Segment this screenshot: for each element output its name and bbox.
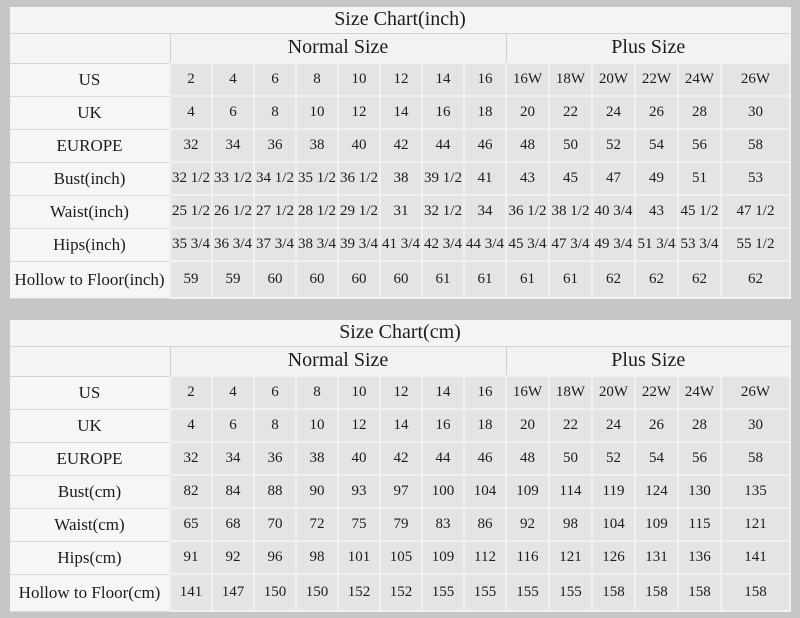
size-cell: 130 xyxy=(678,475,721,508)
size-cell: 36 xyxy=(254,442,296,475)
size-cell: 53 xyxy=(721,162,790,195)
size-cell: 96 xyxy=(254,541,296,574)
size-cell: 32 xyxy=(170,442,212,475)
size-cell: 60 xyxy=(380,261,422,298)
size-cell: 131 xyxy=(635,541,678,574)
size-cell: 38 xyxy=(296,442,338,475)
size-cell: 38 xyxy=(380,162,422,195)
row-label: Hips(inch) xyxy=(10,228,170,261)
size-cell: 62 xyxy=(721,261,790,298)
size-cell: 59 xyxy=(212,261,254,298)
size-cell: 38 xyxy=(296,129,338,162)
size-cell: 6 xyxy=(254,376,296,409)
size-cell: 46 xyxy=(464,442,506,475)
row-label: Hips(cm) xyxy=(10,541,170,574)
size-cell: 104 xyxy=(464,475,506,508)
row-label: Bust(inch) xyxy=(10,162,170,195)
size-cell: 32 1/2 xyxy=(170,162,212,195)
size-cell: 141 xyxy=(170,574,212,611)
row-label: UK xyxy=(10,409,170,442)
size-cell: 158 xyxy=(721,574,790,611)
size-cell: 40 3/4 xyxy=(592,195,635,228)
size-cell: 37 3/4 xyxy=(254,228,296,261)
row-label: UK xyxy=(10,96,170,129)
size-cell: 38 1/2 xyxy=(549,195,592,228)
size-cell: 65 xyxy=(170,508,212,541)
size-cell: 54 xyxy=(635,442,678,475)
size-cell: 36 xyxy=(254,129,296,162)
size-cell: 40 xyxy=(338,442,380,475)
size-cell: 22W xyxy=(635,63,678,96)
size-cell: 42 xyxy=(380,129,422,162)
size-cell: 4 xyxy=(212,376,254,409)
size-cell: 56 xyxy=(678,129,721,162)
size-cell: 114 xyxy=(549,475,592,508)
column-group-header: Normal Size xyxy=(170,346,506,376)
size-cell: 30 xyxy=(721,96,790,129)
size-cell: 109 xyxy=(506,475,549,508)
size-cell: 6 xyxy=(254,63,296,96)
size-cell: 28 xyxy=(678,409,721,442)
size-cell: 152 xyxy=(338,574,380,611)
size-cell: 121 xyxy=(549,541,592,574)
row-label: US xyxy=(10,63,170,96)
size-cell: 121 xyxy=(721,508,790,541)
size-cell: 61 xyxy=(422,261,464,298)
size-cell: 36 3/4 xyxy=(212,228,254,261)
size-cell: 29 1/2 xyxy=(338,195,380,228)
size-cell: 16W xyxy=(506,63,549,96)
corner-cell xyxy=(10,346,170,376)
size-cell: 42 3/4 xyxy=(422,228,464,261)
corner-cell xyxy=(10,33,170,63)
size-cell: 83 xyxy=(422,508,464,541)
size-cell: 84 xyxy=(212,475,254,508)
size-cell: 10 xyxy=(338,63,380,96)
size-cell: 36 1/2 xyxy=(338,162,380,195)
size-cell: 136 xyxy=(678,541,721,574)
size-cell: 8 xyxy=(254,96,296,129)
size-cell: 14 xyxy=(380,409,422,442)
size-cell: 39 3/4 xyxy=(338,228,380,261)
size-cell: 25 1/2 xyxy=(170,195,212,228)
size-cell: 155 xyxy=(549,574,592,611)
size-cell: 8 xyxy=(296,376,338,409)
size-cell: 41 xyxy=(464,162,506,195)
size-cell: 75 xyxy=(338,508,380,541)
table-row xyxy=(10,96,790,129)
size-cell: 22 xyxy=(549,96,592,129)
size-cell: 115 xyxy=(678,508,721,541)
size-cell: 16 xyxy=(464,63,506,96)
size-cell: 22W xyxy=(635,376,678,409)
size-cell: 18W xyxy=(549,63,592,96)
size-cell: 60 xyxy=(338,261,380,298)
row-label: Waist(cm) xyxy=(10,508,170,541)
size-cell: 46 xyxy=(464,129,506,162)
size-cell: 16 xyxy=(464,376,506,409)
size-cell: 48 xyxy=(506,442,549,475)
size-cell: 18 xyxy=(464,96,506,129)
size-cell: 4 xyxy=(170,409,212,442)
size-cell: 104 xyxy=(592,508,635,541)
size-cell: 24 xyxy=(592,96,635,129)
table-row xyxy=(10,261,790,298)
size-cell: 150 xyxy=(296,574,338,611)
size-cell: 14 xyxy=(422,376,464,409)
size-cell: 62 xyxy=(635,261,678,298)
size-cell: 61 xyxy=(464,261,506,298)
size-table xyxy=(10,320,791,612)
table-row xyxy=(10,409,790,442)
size-cell: 44 xyxy=(422,442,464,475)
size-cell: 101 xyxy=(338,541,380,574)
column-group-header: Normal Size xyxy=(170,33,506,63)
size-cell: 6 xyxy=(212,409,254,442)
size-cell: 44 3/4 xyxy=(464,228,506,261)
row-label: Hollow to Floor(inch) xyxy=(10,261,170,298)
size-cell: 62 xyxy=(678,261,721,298)
size-cell: 26W xyxy=(721,376,790,409)
size-cell: 8 xyxy=(296,63,338,96)
chart-title: Size Chart(inch) xyxy=(10,7,790,33)
size-cell: 54 xyxy=(635,129,678,162)
size-cell: 12 xyxy=(380,376,422,409)
size-cell: 52 xyxy=(592,442,635,475)
row-label: Hollow to Floor(cm) xyxy=(10,574,170,611)
size-cell: 105 xyxy=(380,541,422,574)
row-label: EUROPE xyxy=(10,442,170,475)
table-row xyxy=(10,442,790,475)
size-cell: 20 xyxy=(506,96,549,129)
size-cell: 126 xyxy=(592,541,635,574)
size-cell: 124 xyxy=(635,475,678,508)
size-cell: 8 xyxy=(254,409,296,442)
size-cell: 12 xyxy=(338,409,380,442)
size-cell: 60 xyxy=(296,261,338,298)
size-cell: 152 xyxy=(380,574,422,611)
size-cell: 52 xyxy=(592,129,635,162)
table-row xyxy=(10,574,790,611)
size-cell: 32 1/2 xyxy=(422,195,464,228)
size-cell: 30 xyxy=(721,409,790,442)
size-cell: 47 3/4 xyxy=(549,228,592,261)
size-cell: 6 xyxy=(212,96,254,129)
size-cell: 61 xyxy=(506,261,549,298)
size-cell: 20 xyxy=(506,409,549,442)
size-cell: 109 xyxy=(422,541,464,574)
size-cell: 16 xyxy=(422,409,464,442)
size-cell: 91 xyxy=(170,541,212,574)
size-cell: 2 xyxy=(170,63,212,96)
size-cell: 34 xyxy=(212,442,254,475)
size-cell: 98 xyxy=(296,541,338,574)
size-cell: 92 xyxy=(212,541,254,574)
size-cell: 24 xyxy=(592,409,635,442)
size-cell: 28 xyxy=(678,96,721,129)
size-cell: 60 xyxy=(254,261,296,298)
size-cell: 155 xyxy=(464,574,506,611)
size-cell: 16W xyxy=(506,376,549,409)
size-cell: 20W xyxy=(592,376,635,409)
size-cell: 135 xyxy=(721,475,790,508)
size-cell: 41 3/4 xyxy=(380,228,422,261)
column-group-header: Plus Size xyxy=(506,346,790,376)
size-cell: 43 xyxy=(635,195,678,228)
size-cell: 72 xyxy=(296,508,338,541)
size-cell: 50 xyxy=(549,129,592,162)
size-cell: 86 xyxy=(464,508,506,541)
size-cell: 47 1/2 xyxy=(721,195,790,228)
size-cell: 39 1/2 xyxy=(422,162,464,195)
size-cell: 155 xyxy=(422,574,464,611)
table-row xyxy=(10,162,790,195)
size-cell: 26 xyxy=(635,409,678,442)
table-row xyxy=(10,195,790,228)
size-cell: 158 xyxy=(592,574,635,611)
size-cell: 26 1/2 xyxy=(212,195,254,228)
size-cell: 34 xyxy=(464,195,506,228)
size-cell: 36 1/2 xyxy=(506,195,549,228)
size-cell: 34 xyxy=(212,129,254,162)
size-cell: 97 xyxy=(380,475,422,508)
size-cell: 24W xyxy=(678,376,721,409)
size-cell: 24W xyxy=(678,63,721,96)
row-label: Bust(cm) xyxy=(10,475,170,508)
row-label: Waist(inch) xyxy=(10,195,170,228)
size-cell: 56 xyxy=(678,442,721,475)
size-cell: 45 xyxy=(549,162,592,195)
size-cell: 112 xyxy=(464,541,506,574)
size-cell: 28 1/2 xyxy=(296,195,338,228)
size-cell: 50 xyxy=(549,442,592,475)
size-cell: 42 xyxy=(380,442,422,475)
size-cell: 47 xyxy=(592,162,635,195)
size-cell: 26W xyxy=(721,63,790,96)
size-cell: 12 xyxy=(338,96,380,129)
size-cell: 88 xyxy=(254,475,296,508)
size-cell: 48 xyxy=(506,129,549,162)
size-cell: 92 xyxy=(506,508,549,541)
size-cell: 27 1/2 xyxy=(254,195,296,228)
size-cell: 158 xyxy=(635,574,678,611)
size-cell: 14 xyxy=(422,63,464,96)
size-cell: 150 xyxy=(254,574,296,611)
size-cell: 35 1/2 xyxy=(296,162,338,195)
size-cell: 59 xyxy=(170,261,212,298)
size-cell: 79 xyxy=(380,508,422,541)
size-cell: 4 xyxy=(212,63,254,96)
size-cell: 51 xyxy=(678,162,721,195)
size-cell: 70 xyxy=(254,508,296,541)
row-label: US xyxy=(10,376,170,409)
table-row xyxy=(10,228,790,261)
size-cell: 49 xyxy=(635,162,678,195)
size-cell: 158 xyxy=(678,574,721,611)
size-cell: 40 xyxy=(338,129,380,162)
size-cell: 35 3/4 xyxy=(170,228,212,261)
size-cell: 44 xyxy=(422,129,464,162)
size-cell: 93 xyxy=(338,475,380,508)
size-cell: 43 xyxy=(506,162,549,195)
row-label: EUROPE xyxy=(10,129,170,162)
size-cell: 109 xyxy=(635,508,678,541)
size-chart-inch xyxy=(10,7,791,299)
size-cell: 18W xyxy=(549,376,592,409)
size-cell: 147 xyxy=(212,574,254,611)
table-row xyxy=(10,541,790,574)
size-cell: 51 3/4 xyxy=(635,228,678,261)
size-cell: 4 xyxy=(170,96,212,129)
size-cell: 58 xyxy=(721,442,790,475)
size-cell: 98 xyxy=(549,508,592,541)
table-row xyxy=(10,376,790,409)
size-cell: 68 xyxy=(212,508,254,541)
size-cell: 90 xyxy=(296,475,338,508)
size-cell: 26 xyxy=(635,96,678,129)
size-chart-cm xyxy=(10,320,791,612)
size-cell: 119 xyxy=(592,475,635,508)
table-row xyxy=(10,129,790,162)
size-cell: 45 1/2 xyxy=(678,195,721,228)
size-cell: 45 3/4 xyxy=(506,228,549,261)
size-cell: 16 xyxy=(422,96,464,129)
table-row xyxy=(10,63,790,96)
size-cell: 34 1/2 xyxy=(254,162,296,195)
size-cell: 22 xyxy=(549,409,592,442)
size-cell: 10 xyxy=(338,376,380,409)
table-row xyxy=(10,508,790,541)
size-cell: 61 xyxy=(549,261,592,298)
size-cell: 20W xyxy=(592,63,635,96)
size-cell: 53 3/4 xyxy=(678,228,721,261)
size-cell: 55 1/2 xyxy=(721,228,790,261)
size-cell: 10 xyxy=(296,409,338,442)
size-cell: 31 xyxy=(380,195,422,228)
column-group-header: Plus Size xyxy=(506,33,790,63)
chart-title: Size Chart(cm) xyxy=(10,320,790,346)
size-cell: 155 xyxy=(506,574,549,611)
size-cell: 116 xyxy=(506,541,549,574)
size-cell: 38 3/4 xyxy=(296,228,338,261)
size-cell: 12 xyxy=(380,63,422,96)
size-cell: 10 xyxy=(296,96,338,129)
size-cell: 82 xyxy=(170,475,212,508)
table-row xyxy=(10,475,790,508)
size-cell: 62 xyxy=(592,261,635,298)
size-cell: 2 xyxy=(170,376,212,409)
size-cell: 49 3/4 xyxy=(592,228,635,261)
size-cell: 100 xyxy=(422,475,464,508)
size-cell: 33 1/2 xyxy=(212,162,254,195)
size-cell: 14 xyxy=(380,96,422,129)
size-table xyxy=(10,7,791,299)
size-cell: 141 xyxy=(721,541,790,574)
size-cell: 32 xyxy=(170,129,212,162)
size-cell: 18 xyxy=(464,409,506,442)
size-cell: 58 xyxy=(721,129,790,162)
